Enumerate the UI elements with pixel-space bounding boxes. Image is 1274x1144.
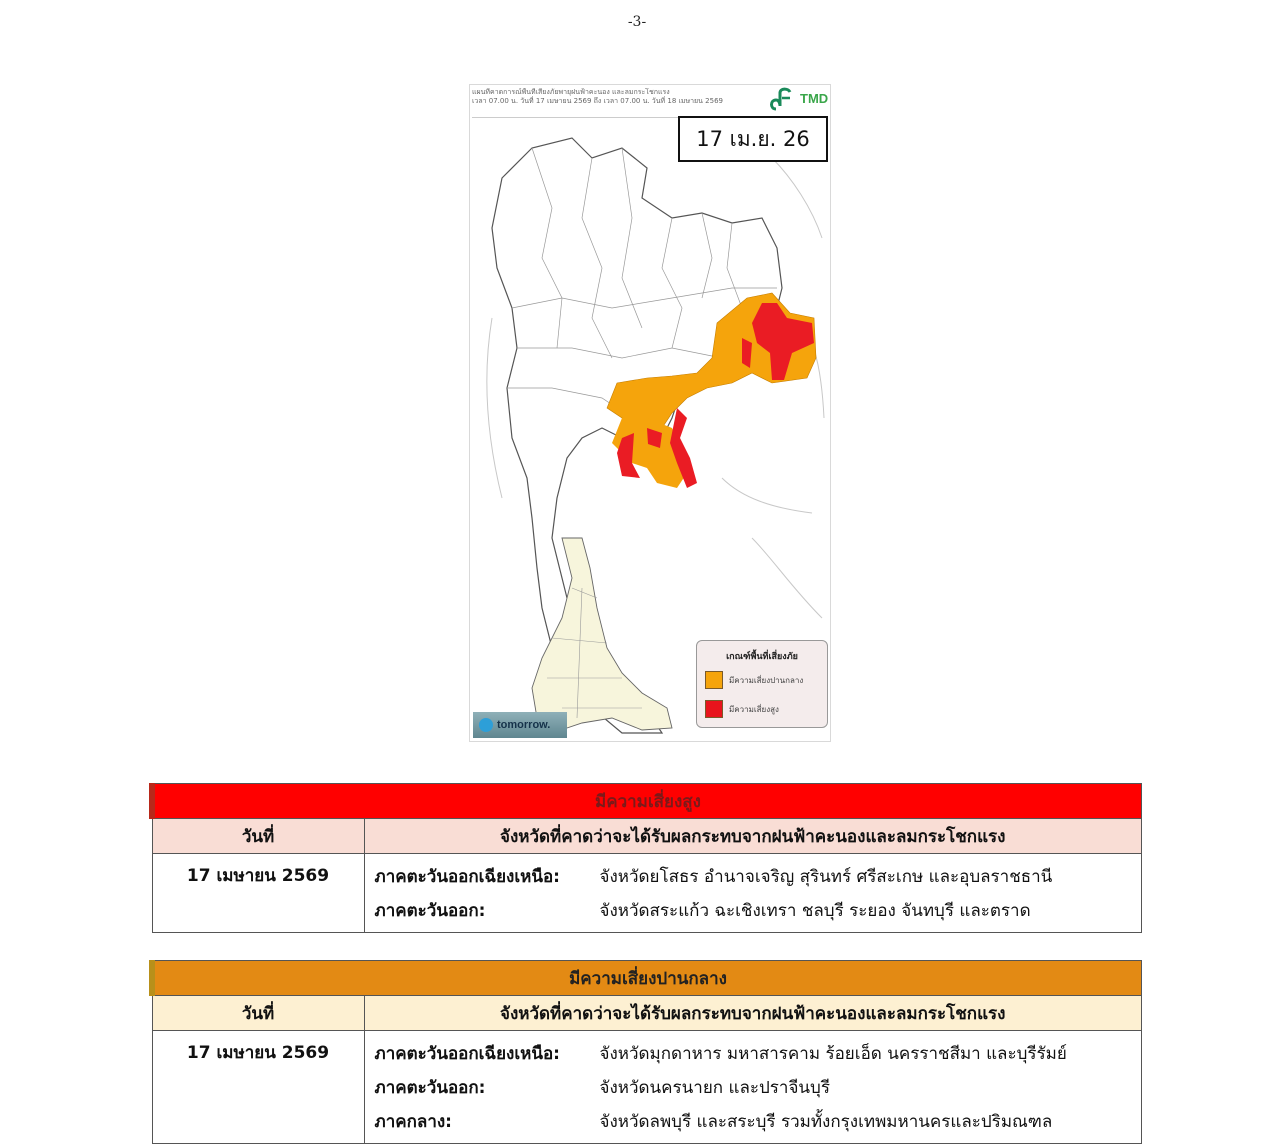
dmr-logo-icon [768, 87, 794, 111]
map-header [470, 85, 830, 117]
region-provinces: จังหวัดยโสธร อำนาจเจริญ สุรินทร์ ศรีสะเกษ และอุบลราชธานี [599, 867, 1053, 887]
high-risk-table [149, 783, 1142, 933]
region-line [375, 1105, 1132, 1139]
map-caption-line2: เวลา 07.00 น. วันที่ 17 เมษายน 2569 ถึง เวลา 07.00 น. วันที่ 18 เมษายน 2569 [472, 97, 723, 105]
region-line [375, 1037, 1132, 1071]
region-provinces: จังหวัดลพบุรี และสระบุรี รวมทั้งกรุงเทพมหานครและปริมณฑล [599, 1112, 1053, 1132]
legend-item-high [705, 700, 779, 718]
tmd-logo: TMD [800, 91, 829, 106]
date-cell: 17 เมษายน 2569 [152, 854, 364, 933]
region-provinces: จังหวัดมุกดาหาร มหาสารคาม ร้อยเอ็ด นครราชสีมา และบุรีรัมย์ [599, 1044, 1067, 1064]
region-name: ภาคกลาง: [374, 1112, 452, 1132]
region-name: ภาคตะวันออกเฉียงเหนือ: [374, 1044, 560, 1064]
region-line [375, 860, 1132, 894]
moderate-risk-title: มีความเสี่ยงปานกลาง [152, 961, 1142, 996]
high-risk-title: มีความเสี่ยงสูง [152, 784, 1142, 819]
legend-title: เกณฑ์พื้นที่เสี่ยงภัย [726, 652, 798, 662]
regions-cell [364, 1031, 1142, 1144]
map-caption [472, 88, 762, 106]
tomorrow-logo [473, 712, 567, 738]
region-name: ภาคตะวันออก: [374, 1078, 486, 1098]
legend-label-moderate: มีความเสี่ยงปานกลาง [729, 675, 804, 685]
tomorrow-logo-text: tomorrow. [497, 719, 551, 731]
col-header-provinces: จังหวัดที่คาดว่าจะได้รับผลกระทบจากฝนฟ้าคะนองและลมกระโชกแรง [364, 819, 1142, 854]
table-row [152, 854, 1142, 933]
map-caption-line1: แผนที่คาดการณ์พื้นที่เสี่ยงภัยพายุฝนฟ้าคะนอง และลมกระโชกแรง [472, 88, 670, 96]
col-header-provinces: จังหวัดที่คาดว่าจะได้รับผลกระทบจากฝนฟ้าคะนองและลมกระโชกแรง [364, 996, 1142, 1031]
region-line [375, 894, 1132, 928]
legend-label-high: มีความเสี่ยงสูง [729, 704, 779, 714]
col-header-date: วันที่ [152, 819, 364, 854]
map-legend [696, 640, 828, 728]
region-line [375, 1071, 1132, 1105]
map-date-label: 17 เม.ย. 26 [678, 116, 828, 162]
page-number: -3- [627, 14, 647, 30]
col-header-date: วันที่ [152, 996, 364, 1031]
legend-item-moderate [705, 671, 803, 689]
moderate-risk-table [149, 960, 1142, 1144]
region-provinces: จังหวัดสระแก้ว ฉะเชิงเทรา ชลบุรี ระยอง จันทบุรี และตราด [599, 901, 1031, 921]
date-cell: 17 เมษายน 2569 [152, 1031, 364, 1144]
tomorrow-logo-icon [479, 718, 493, 732]
regions-cell [364, 854, 1142, 933]
moderate-swatch-icon [705, 671, 723, 689]
region-name: ภาคตะวันออก: [374, 901, 486, 921]
region-name: ภาคตะวันออกเฉียงเหนือ: [374, 867, 560, 887]
region-provinces: จังหวัดนครนายก และปราจีนบุรี [599, 1078, 830, 1098]
table-row [152, 1031, 1142, 1144]
high-swatch-icon [705, 700, 723, 718]
